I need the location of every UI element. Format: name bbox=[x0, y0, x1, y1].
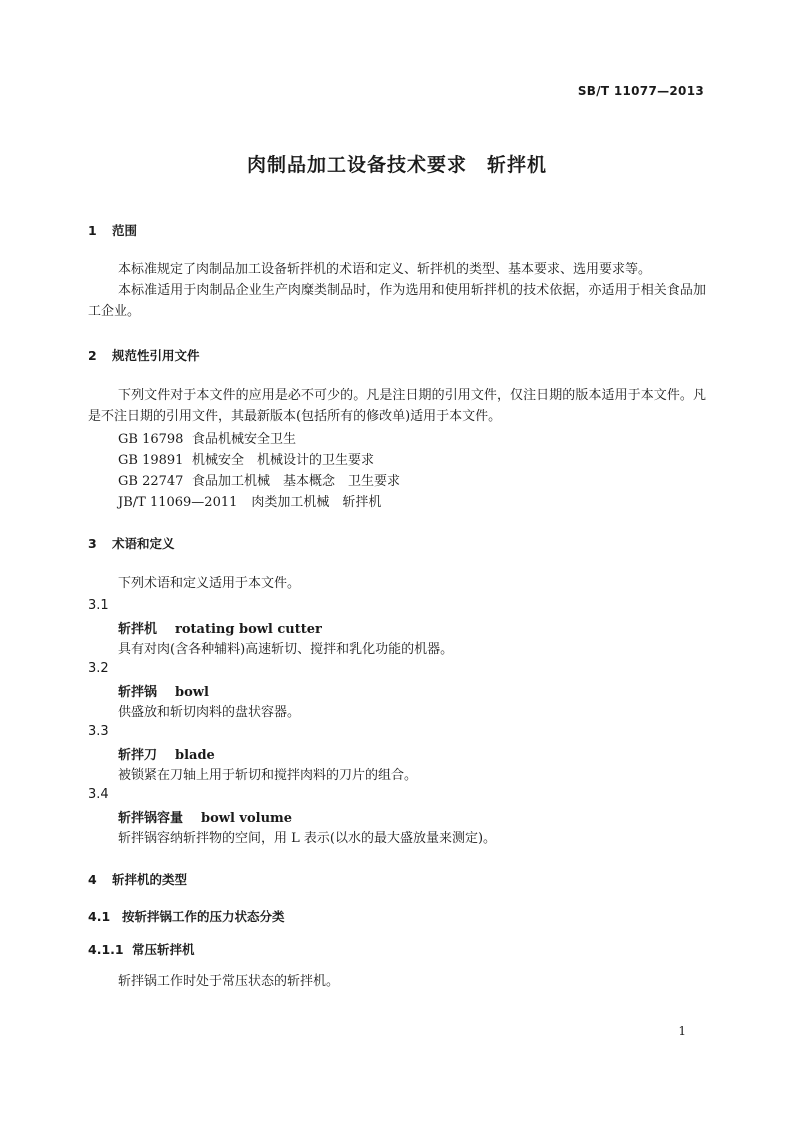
section-1-heading bbox=[88, 221, 137, 239]
section-title: 规范性引用文件 bbox=[112, 348, 200, 363]
term-name bbox=[118, 681, 209, 700]
term-number: 3.2 bbox=[88, 661, 109, 676]
reference-code: GB 19891 bbox=[118, 453, 184, 468]
section-4-heading bbox=[88, 870, 187, 888]
terms-intro: 下列术语和定义适用于本文件。 bbox=[118, 576, 301, 591]
reference-title: 机械安全 机械设计的卫生要求 bbox=[192, 453, 375, 468]
term-zh: 斩拌锅 bbox=[118, 685, 158, 700]
term-name bbox=[118, 807, 292, 826]
reference-code: GB 22747 bbox=[118, 474, 184, 489]
term-number: 3.3 bbox=[88, 724, 109, 739]
term-definition: 斩拌锅容纳斩拌物的空间，用 L 表示(以水的最大盛放量来测定)。 bbox=[118, 831, 497, 846]
reference-code: GB 16798 bbox=[118, 432, 184, 447]
section-2-heading bbox=[88, 346, 200, 364]
term-definition: 具有对肉(含各种辅料)高速斩切、搅拌和乳化功能的机器。 bbox=[118, 642, 454, 657]
section-number: 4.1 bbox=[88, 909, 111, 924]
section-number: 3 bbox=[88, 536, 97, 551]
section-title: 按斩拌锅工作的压力状态分类 bbox=[122, 909, 285, 924]
section-title: 范围 bbox=[112, 223, 138, 238]
term-en: bowl bbox=[175, 685, 209, 700]
term-en: rotating bowl cutter bbox=[175, 622, 322, 637]
reference-item bbox=[118, 428, 296, 447]
subsection-4-1-heading bbox=[88, 907, 285, 925]
reference-title: 肉类加工机械 斩拌机 bbox=[251, 495, 382, 510]
term-en: blade bbox=[175, 748, 215, 763]
section-title: 术语和定义 bbox=[112, 536, 175, 551]
reference-title: 食品机械安全卫生 bbox=[192, 432, 297, 447]
term-name bbox=[118, 744, 215, 763]
term-number: 3.4 bbox=[88, 787, 109, 802]
document-title: 肉制品加工设备技术要求 斩拌机 bbox=[246, 154, 547, 176]
section-3-heading bbox=[88, 534, 175, 552]
reference-title: 食品加工机械 基本概念 卫生要求 bbox=[192, 474, 401, 489]
reference-item bbox=[118, 470, 400, 489]
term-en: bowl volume bbox=[201, 811, 293, 826]
section-title: 常压斩拌机 bbox=[132, 942, 195, 957]
subsection-4-1-1-heading bbox=[88, 940, 195, 958]
subsection-4-1-1-text: 斩拌锅工作时处于常压状态的斩拌机。 bbox=[118, 974, 340, 989]
reference-item bbox=[118, 449, 374, 468]
reference-code: JB/T 11069—2011 bbox=[118, 495, 238, 510]
term-zh: 斩拌机 bbox=[118, 622, 158, 637]
term-zh: 斩拌刀 bbox=[118, 748, 158, 763]
term-number: 3.1 bbox=[88, 598, 109, 613]
scope-paragraph-2: 本标准适用于肉制品企业生产肉糜类制品时，作为选用和使用斩拌机的技术依据，亦适用于相关食品加工企业。 bbox=[88, 283, 706, 319]
section-number: 4 bbox=[88, 872, 97, 887]
section-number: 2 bbox=[88, 348, 97, 363]
reference-item bbox=[118, 491, 381, 510]
standard-code: SB/T 11077—2013 bbox=[577, 84, 704, 98]
page-number: 1 bbox=[678, 1024, 686, 1038]
term-zh: 斩拌锅容量 bbox=[118, 811, 184, 826]
section-number: 4.1.1 bbox=[88, 942, 124, 957]
term-definition: 供盛放和斩切肉料的盘状容器。 bbox=[118, 705, 301, 720]
term-name bbox=[118, 618, 322, 637]
normative-references-intro: 下列文件对于本文件的应用是必不可少的。凡是注日期的引用文件，仅注日期的版本适用于本文件。凡是不注日期的引用文件，其最新版本(包括所有的修改单)适用于本文件。 bbox=[88, 388, 706, 424]
section-title: 斩拌机的类型 bbox=[112, 872, 188, 887]
scope-paragraph-1: 本标准规定了肉制品加工设备斩拌机的术语和定义、斩拌机的类型、基本要求、选用要求等。 bbox=[118, 262, 652, 277]
term-definition: 被锁紧在刀轴上用于斩切和搅拌肉料的刀片的组合。 bbox=[118, 768, 418, 783]
section-number: 1 bbox=[88, 223, 97, 238]
